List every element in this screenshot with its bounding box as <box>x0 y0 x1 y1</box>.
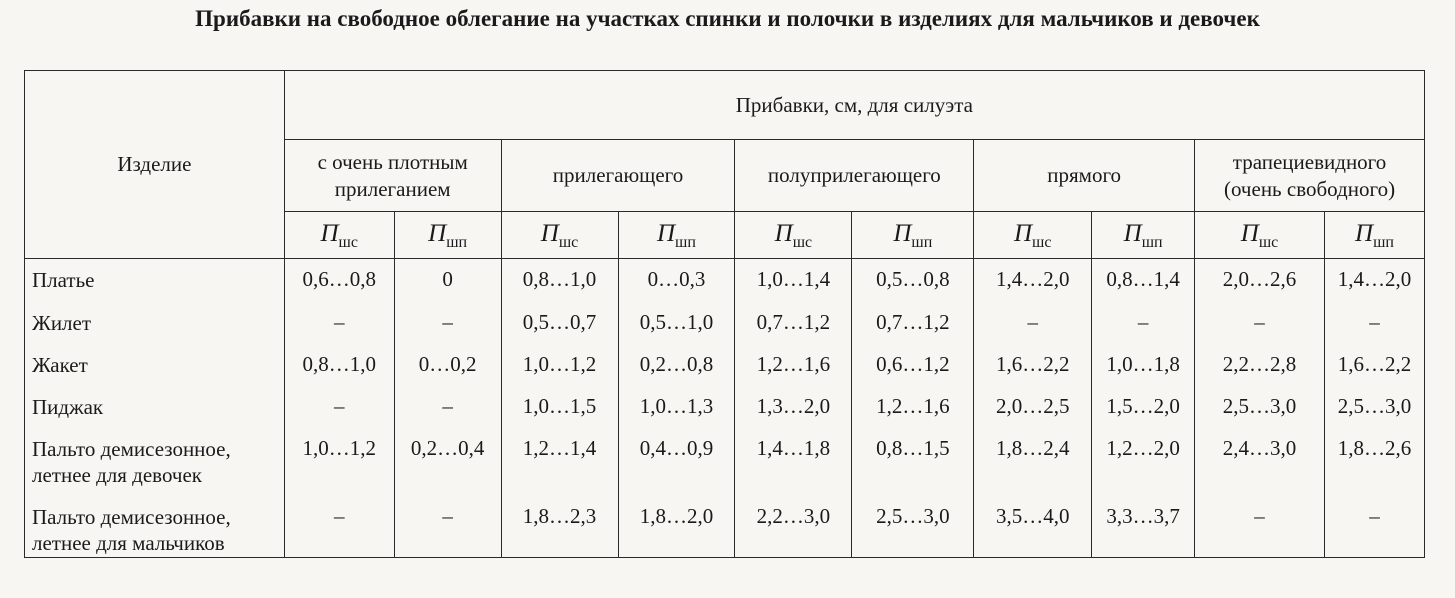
value-cell: 1,8…2,0 <box>618 496 735 557</box>
value-cell: 1,6…2,2 <box>1324 344 1424 386</box>
row-item-name <box>25 428 285 496</box>
value-cell: 2,2…2,8 <box>1195 344 1325 386</box>
value-cell: 0,2…0,8 <box>618 344 735 386</box>
value-cell: 0,4…0,9 <box>618 428 735 496</box>
item-name-line1: Платье <box>32 268 95 292</box>
symbol-subscript: шс <box>558 233 579 251</box>
symbol-subscript: шп <box>1373 233 1394 251</box>
silhouette-label-line2: (очень свободного) <box>1223 176 1396 201</box>
table-row <box>25 496 1425 557</box>
row-item-name <box>25 344 285 386</box>
value-cell: – <box>1195 302 1325 344</box>
silhouette-label-line1: с очень плотным <box>317 150 468 175</box>
value-cell: 1,0…1,5 <box>501 386 618 428</box>
symbol-letter: П <box>1123 219 1142 247</box>
value-cell: 1,8…2,6 <box>1324 428 1424 496</box>
value-cell: 0,5…0,8 <box>852 259 974 303</box>
value-cell: – <box>1092 302 1195 344</box>
value-cell: 3,5…4,0 <box>974 496 1092 557</box>
value-cell: 3,3…3,7 <box>1092 496 1195 557</box>
value-cell: – <box>284 302 394 344</box>
value-cell: 2,5…3,0 <box>1195 386 1325 428</box>
value-cell: 0,6…1,2 <box>852 344 974 386</box>
value-cell: 0,7…1,2 <box>735 302 852 344</box>
item-name-line2: летнее для мальчиков <box>32 531 225 556</box>
value-cell: 0,8…1,5 <box>852 428 974 496</box>
symbol-letter: П <box>540 219 559 247</box>
row-item-name <box>25 496 285 557</box>
silhouette-label-line1: трапециевидного <box>1232 150 1387 175</box>
value-cell: 1,2…1,6 <box>852 386 974 428</box>
symbol-letter: П <box>656 219 676 247</box>
value-cell: – <box>1324 302 1424 344</box>
value-cell: – <box>284 386 394 428</box>
silhouette-header <box>974 140 1195 212</box>
value-cell: 1,6…2,2 <box>974 344 1092 386</box>
allowance-table <box>24 70 1425 558</box>
value-cell: 1,4…2,0 <box>974 259 1092 303</box>
symbol-letter: П <box>428 219 447 247</box>
item-name-line1: Жилет <box>32 311 92 335</box>
value-cell: 1,2…1,6 <box>735 344 852 386</box>
group-header: Прибавки, см, для силуэта <box>284 71 1424 140</box>
item-name-line1: Жакет <box>32 353 88 377</box>
value-cell: 2,5…3,0 <box>1324 386 1424 428</box>
value-cell: 1,3…2,0 <box>735 386 852 428</box>
value-cell: 1,0…1,8 <box>1092 344 1195 386</box>
value-cell: – <box>1195 496 1325 557</box>
value-cell: 0,5…1,0 <box>618 302 735 344</box>
value-cell: 2,2…3,0 <box>735 496 852 557</box>
row-item-name <box>25 386 285 428</box>
symbol-letter: П <box>1013 219 1033 247</box>
value-cell: 0,8…1,4 <box>1092 259 1195 303</box>
symbol-subscript: шп <box>446 233 468 251</box>
symbol-subscript: шп <box>675 233 696 251</box>
value-cell: 1,2…2,0 <box>1092 428 1195 496</box>
value-cell: – <box>394 496 501 557</box>
allowance-symbol-header <box>394 212 501 259</box>
silhouette-label-line2: прилеганием <box>334 176 451 201</box>
value-cell: 0…0,2 <box>394 344 501 386</box>
allowance-symbol-header <box>618 212 735 259</box>
value-cell: 0,7…1,2 <box>852 302 974 344</box>
symbol-subscript: шс <box>1258 233 1279 251</box>
value-cell: 2,4…3,0 <box>1195 428 1325 496</box>
allowance-symbol-header <box>1195 212 1325 259</box>
symbol-letter: П <box>320 219 339 247</box>
silhouette-header <box>284 140 501 212</box>
silhouette-header <box>735 140 974 212</box>
value-cell: 0,5…0,7 <box>501 302 618 344</box>
row-item-name <box>25 259 285 303</box>
silhouette-label-line1: прилегающего <box>552 163 684 188</box>
value-cell: 1,5…2,0 <box>1092 386 1195 428</box>
value-cell: – <box>1324 496 1424 557</box>
table-row <box>25 259 1425 303</box>
value-cell: 0…0,3 <box>618 259 735 303</box>
table-row <box>25 302 1425 344</box>
symbol-letter: П <box>774 219 793 247</box>
silhouette-label-line1: прямого <box>1047 163 1122 188</box>
value-cell: 0,8…1,0 <box>284 344 394 386</box>
allowance-symbol-header <box>974 212 1092 259</box>
value-cell: 2,0…2,5 <box>974 386 1092 428</box>
value-cell: 2,0…2,6 <box>1195 259 1325 303</box>
allowance-symbol-header <box>735 212 852 259</box>
symbol-letter: П <box>1355 219 1374 247</box>
value-cell: 0 <box>394 259 501 303</box>
value-cell: – <box>394 302 501 344</box>
symbol-subscript: шп <box>911 233 933 251</box>
value-cell: 1,0…1,4 <box>735 259 852 303</box>
page-title: Прибавки на свободное облегание на участках спинки и полочки в изделиях для мальчиков и девочек <box>195 6 1260 31</box>
allowance-symbol-header <box>284 212 394 259</box>
item-column-header: Изделие <box>25 71 285 259</box>
allowance-symbol-header <box>501 212 618 259</box>
symbol-subscript: шп <box>1141 233 1163 251</box>
value-cell: 1,4…1,8 <box>735 428 852 496</box>
value-cell: – <box>974 302 1092 344</box>
symbol-letter: П <box>1240 219 1259 247</box>
value-cell: 0,8…1,0 <box>501 259 618 303</box>
allowance-symbol-header <box>852 212 974 259</box>
value-cell: 2,5…3,0 <box>852 496 974 557</box>
table-row <box>25 344 1425 386</box>
value-cell: 1,0…1,3 <box>618 386 735 428</box>
silhouette-header <box>501 140 735 212</box>
symbol-letter: П <box>893 219 912 247</box>
symbol-subscript: шс <box>1032 233 1052 251</box>
table-row <box>25 386 1425 428</box>
allowance-symbol-header <box>1092 212 1195 259</box>
silhouette-header <box>1195 140 1425 212</box>
value-cell: 1,8…2,3 <box>501 496 618 557</box>
row-item-name <box>25 302 285 344</box>
value-cell: 0,6…0,8 <box>284 259 394 303</box>
silhouette-label-line1: полуприлегающего <box>767 163 941 188</box>
item-name-line1: Пиджак <box>32 395 104 419</box>
value-cell: – <box>394 386 501 428</box>
table-row <box>25 428 1425 496</box>
value-cell: 1,4…2,0 <box>1324 259 1424 303</box>
value-cell: 1,0…1,2 <box>501 344 618 386</box>
item-name-line2: летнее для девочек <box>32 463 202 488</box>
value-cell: 1,8…2,4 <box>974 428 1092 496</box>
symbol-subscript: шс <box>792 233 813 251</box>
allowance-symbol-header <box>1324 212 1424 259</box>
symbol-subscript: шс <box>338 233 358 251</box>
value-cell: 0,2…0,4 <box>394 428 501 496</box>
item-name-line1: Пальто демисезонное, <box>32 505 231 529</box>
item-name-line1: Пальто демисезонное, <box>32 437 231 461</box>
value-cell: 1,0…1,2 <box>284 428 394 496</box>
value-cell: 1,2…1,4 <box>501 428 618 496</box>
value-cell: – <box>284 496 394 557</box>
